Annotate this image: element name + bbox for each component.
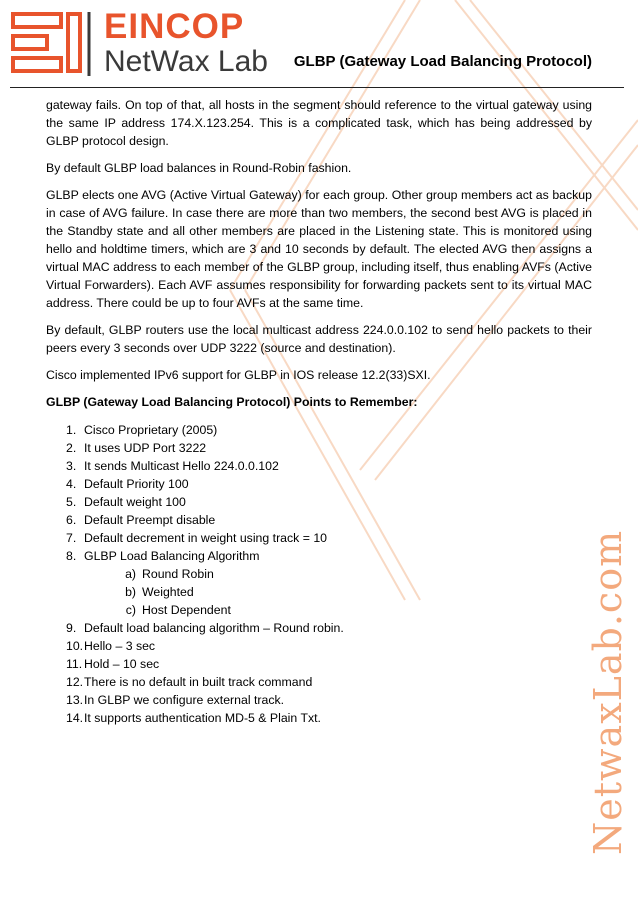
list-item: 6. Default Preempt disable <box>66 513 216 527</box>
paragraph-ipv6: Cisco implemented IPv6 support for GLBP in IOS release 12.2(33)SXI. <box>46 368 431 382</box>
logo <box>10 7 268 80</box>
points-heading: GLBP (Gateway Load Balancing Protocol) Points to Remember: <box>46 395 418 409</box>
brand-name-bottom: NetWax Lab <box>104 45 268 78</box>
list-item: 7. Default decrement in weight using track = 10 <box>66 531 327 545</box>
sub-list-item: b) Weighted <box>125 585 194 599</box>
list-item: 5. Default weight 100 <box>66 495 186 509</box>
sub-list-item: a) Round Robin <box>125 567 214 581</box>
list-item: 1. Cisco Proprietary (2005) <box>66 423 218 437</box>
header-divider <box>10 87 624 88</box>
page-title: GLBP (Gateway Load Balancing Protocol) <box>293 53 592 70</box>
list-item: 14. It supports authentication MD-5 & Plain Txt. <box>66 711 321 725</box>
list-item: 13. In GLBP we configure external track. <box>66 693 285 707</box>
page-header <box>0 0 638 90</box>
points-list <box>46 421 592 727</box>
list-item: 9. Default load balancing algorithm – Round robin. <box>66 621 344 635</box>
list-item: 12. There is no default in built track command <box>66 675 313 689</box>
list-item: 4. Default Priority 100 <box>66 477 189 491</box>
paragraph-avg: GLBP elects one AVG (Active Virtual Gateway) for each group. Other group members act as backup in case of AVG failure. In case there are more than two members, the second best AVG is placed in the Standby state and all other members are placed in the Listening state. This is monitored using hello and holdtime timers, which are 3 and 10 seconds by default. The elected AVG then assigns a virtual MAC address to each member of the GLBP group, including itself, thus enabling AVFs (Active Virtual Forwarders). Each AVF assumes responsibility for forwarding packets sent to its virtual MAC address. There could be up to four AVFs at the same time. <box>46 188 592 310</box>
brand-name-top: EINCOP <box>104 7 245 46</box>
list-item: 10. Hello – 3 sec <box>66 639 156 653</box>
paragraph-round-robin: By default GLBP load balances in Round-Robin fashion. <box>46 161 352 175</box>
sub-list-item: c) Host Dependent <box>125 603 231 617</box>
list-item: 2. It uses UDP Port 3222 <box>66 441 207 455</box>
side-watermark-text: NetwaxLab.com <box>586 529 630 855</box>
list-item: 3. It sends Multicast Hello 224.0.0.102 <box>66 459 279 473</box>
list-item: 11. Hold – 10 sec <box>66 657 160 671</box>
document-body <box>46 96 592 727</box>
eincop-logo-icon <box>10 10 92 78</box>
list-item: 8. GLBP Load Balancing Algorithm <box>66 549 260 563</box>
paragraph-multicast: By default, GLBP routers use the local multicast address 224.0.0.102 to send hello packets to their peers every 3 seconds over UDP 3222 (source and destination). <box>46 323 592 355</box>
paragraph-intro: gateway fails. On top of that, all hosts in the segment should reference to the virtual gateway using the same IP address 174.X.123.254. This is a complicated task, which has being addressed by GLBP protocol design. <box>46 98 592 148</box>
